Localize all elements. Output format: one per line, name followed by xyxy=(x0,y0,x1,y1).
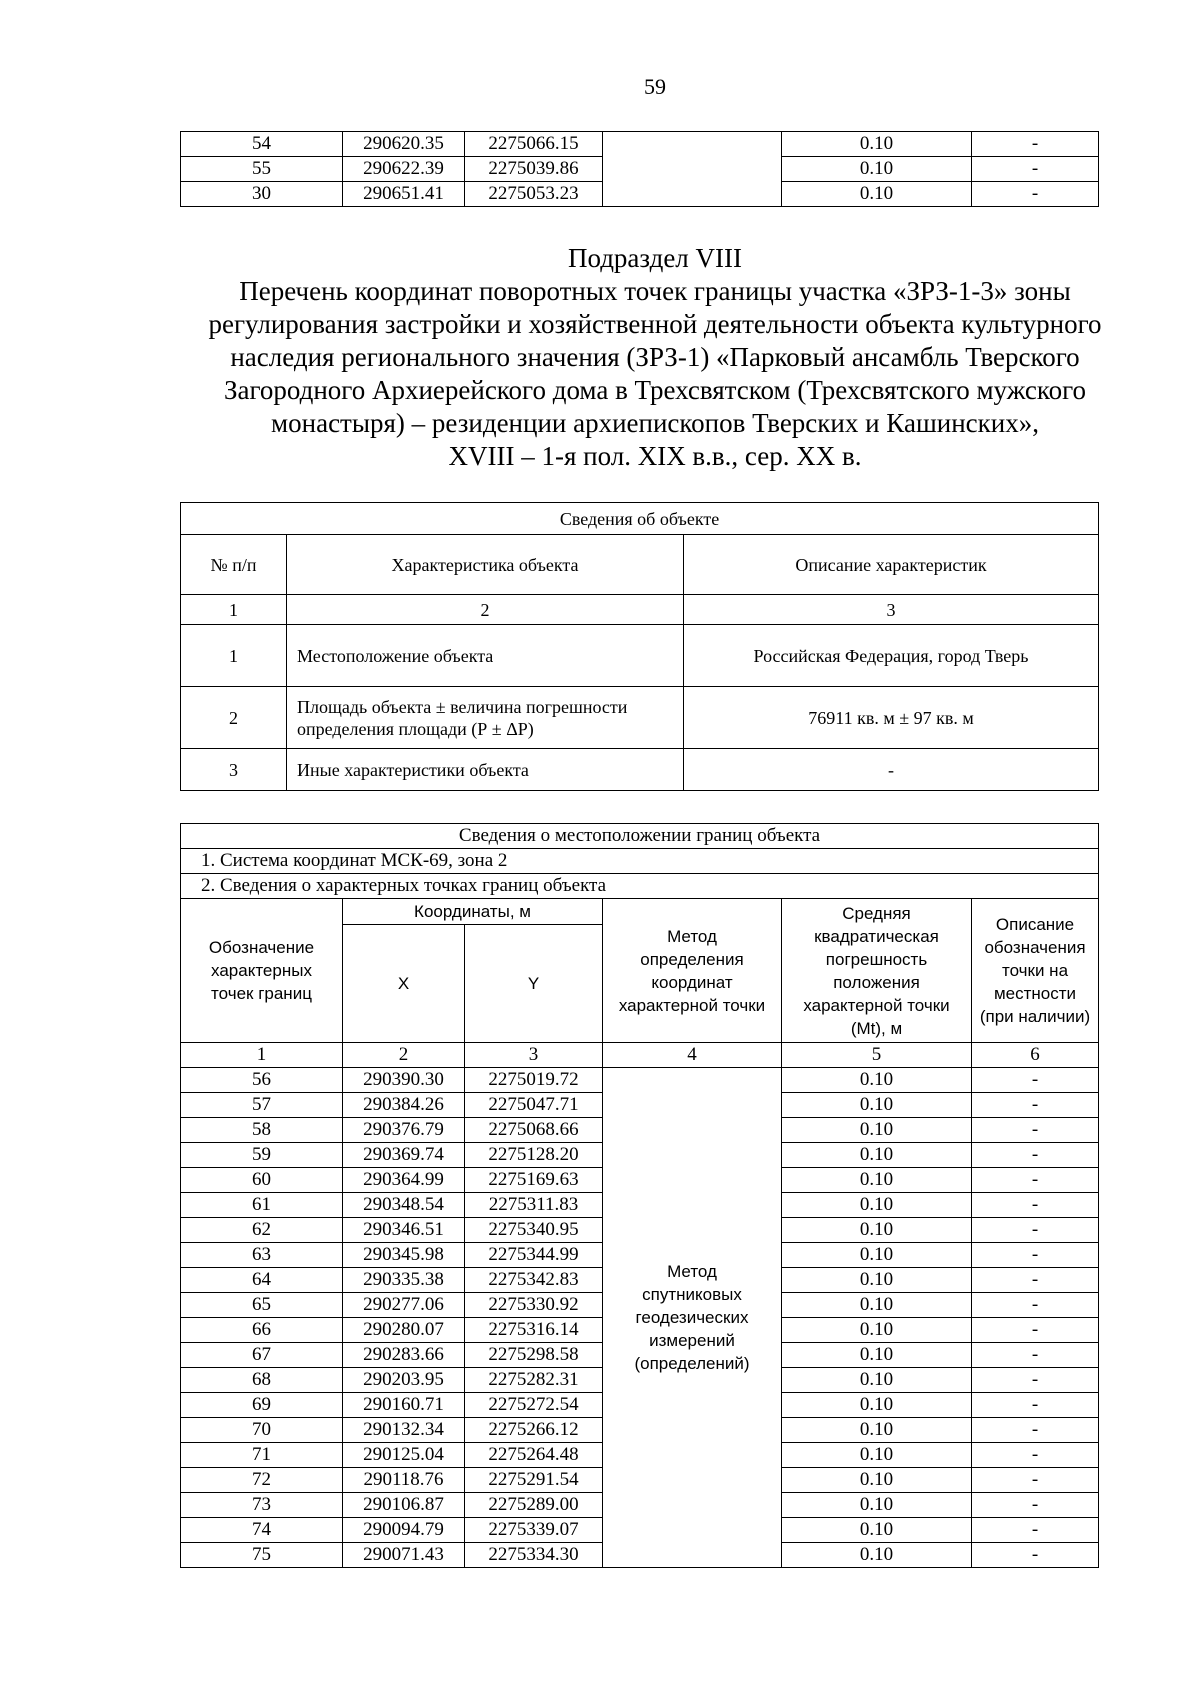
boundary-coordinates-table xyxy=(180,823,1099,1568)
coord-y: 2275047.71 xyxy=(465,1093,603,1118)
coord-y: 2275344.99 xyxy=(465,1243,603,1268)
mt-value: 0.10 xyxy=(782,1393,972,1418)
heading-line: наследия регионального значения (ЗРЗ-1) «Парковый ансамбль Тверского xyxy=(230,342,1080,372)
coord-y: 2275342.83 xyxy=(465,1268,603,1293)
point-number: 62 xyxy=(181,1218,343,1243)
coord-y: 2275334.30 xyxy=(465,1543,603,1568)
mt-value: 0.10 xyxy=(782,1443,972,1468)
column-header-mt xyxy=(782,899,972,1043)
coord-x: 290132.34 xyxy=(343,1418,465,1443)
coord-x: 290277.06 xyxy=(343,1293,465,1318)
continued-coordinates-table xyxy=(180,131,1099,207)
coord-y: 2275339.07 xyxy=(465,1518,603,1543)
row-number: 1 xyxy=(181,625,287,687)
coord-y: 2275316.14 xyxy=(465,1318,603,1343)
coord-x: 290160.71 xyxy=(343,1393,465,1418)
point-description: - xyxy=(972,1343,1099,1368)
column-header: Характеристика объекта xyxy=(287,535,684,595)
point-description: - xyxy=(972,1368,1099,1393)
section-row xyxy=(181,874,1099,899)
coord-x: 290369.74 xyxy=(343,1143,465,1168)
coord-x: 290376.79 xyxy=(343,1118,465,1143)
coord-x: 290125.04 xyxy=(343,1443,465,1468)
header-line: координат xyxy=(651,972,733,992)
coord-y: 2275053.23 xyxy=(465,182,603,207)
coord-x: 290620.35 xyxy=(343,132,465,157)
coord-y: 2275330.92 xyxy=(465,1293,603,1318)
header-line: Обозначение xyxy=(208,938,315,957)
coord-x: 290203.95 xyxy=(343,1368,465,1393)
mt-value: 0.10 xyxy=(782,1318,972,1343)
heading-line: регулирования застройки и хозяйственной деятельности объекта культурного xyxy=(208,309,1102,339)
coord-x: 290345.98 xyxy=(343,1243,465,1268)
table-row xyxy=(181,687,1099,749)
coord-y: 2275264.48 xyxy=(465,1443,603,1468)
mt-value: 0.10 xyxy=(782,1093,972,1118)
header-line: (при наличии) xyxy=(979,1007,1091,1026)
coord-y: 2275272.54 xyxy=(465,1393,603,1418)
column-index: 6 xyxy=(972,1043,1099,1068)
column-index: 2 xyxy=(287,595,684,625)
column-index: 3 xyxy=(465,1043,603,1068)
page-number: 59 xyxy=(644,74,666,99)
header-line: (Mt), м xyxy=(850,1018,903,1038)
point-description: - xyxy=(972,1468,1099,1493)
mt-value: 0.10 xyxy=(782,1493,972,1518)
point-number: 63 xyxy=(181,1243,343,1268)
point-description: - xyxy=(972,157,1099,182)
point-number: 61 xyxy=(181,1193,343,1218)
index-row xyxy=(181,1043,1099,1068)
characteristic-description: - xyxy=(684,749,1099,791)
coord-x: 290071.43 xyxy=(343,1543,465,1568)
point-number: 55 xyxy=(181,157,343,182)
mt-value: 0.10 xyxy=(782,1468,972,1493)
method-cell xyxy=(603,132,782,207)
column-index: 2 xyxy=(343,1043,465,1068)
point-description: - xyxy=(972,1243,1099,1268)
point-number: 60 xyxy=(181,1168,343,1193)
column-header: Описание характеристик xyxy=(684,535,1099,595)
subsection-title: Подраздел VIII xyxy=(567,243,743,273)
heading-line: монастыря) – резиденции архиепископов Тверских и Кашинских», xyxy=(271,408,1039,438)
point-description: - xyxy=(972,1218,1099,1243)
column-header-coordinates: Координаты, м xyxy=(343,899,603,925)
coord-x: 290283.66 xyxy=(343,1343,465,1368)
coord-x: 290280.07 xyxy=(343,1318,465,1343)
point-number: 68 xyxy=(181,1368,343,1393)
characteristic-description: Российская Федерация, город Тверь xyxy=(684,625,1099,687)
header-line: характерной точки xyxy=(618,995,766,1015)
method-line: геодезических xyxy=(635,1308,749,1327)
coord-x: 290118.76 xyxy=(343,1468,465,1493)
column-index: 3 xyxy=(684,595,1099,625)
point-number: 72 xyxy=(181,1468,343,1493)
point-number: 30 xyxy=(181,182,343,207)
point-number: 64 xyxy=(181,1268,343,1293)
index-row xyxy=(181,595,1099,625)
characteristic: Местоположение объекта xyxy=(287,625,684,687)
point-number: 57 xyxy=(181,1093,343,1118)
point-number: 65 xyxy=(181,1293,343,1318)
coord-x: 290622.39 xyxy=(343,157,465,182)
table-title: Сведения об объекте xyxy=(181,503,1099,535)
header-line: точек границ xyxy=(211,984,312,1003)
coord-y: 2275039.86 xyxy=(465,157,603,182)
point-description: - xyxy=(972,1068,1099,1093)
coord-x: 290094.79 xyxy=(343,1518,465,1543)
header-line: характерной точки xyxy=(803,995,950,1015)
point-description: - xyxy=(972,1268,1099,1293)
coord-x: 290651.41 xyxy=(343,182,465,207)
table-row xyxy=(181,132,1099,157)
header-line: Описание xyxy=(995,915,1075,934)
column-header-method xyxy=(603,899,782,1043)
row-number: 3 xyxy=(181,749,287,791)
point-description: - xyxy=(972,1193,1099,1218)
point-number: 66 xyxy=(181,1318,343,1343)
mt-value: 0.10 xyxy=(782,1293,972,1318)
table-title-row xyxy=(181,503,1099,535)
mt-value: 0.10 xyxy=(782,1193,972,1218)
mt-value: 0.10 xyxy=(782,157,972,182)
object-info-table xyxy=(180,502,1099,791)
section-caption: 2. Сведения о характерных точках границ объекта xyxy=(181,874,1099,899)
mt-value: 0.10 xyxy=(782,1143,972,1168)
mt-value: 0.10 xyxy=(782,1243,972,1268)
point-description: - xyxy=(972,1418,1099,1443)
column-header-point xyxy=(181,899,343,1043)
header-line: погрешность xyxy=(825,949,928,969)
column-index: 1 xyxy=(181,1043,343,1068)
point-number: 74 xyxy=(181,1518,343,1543)
column-header-x: X xyxy=(343,925,465,1043)
characteristic-line: определения площади (Р ± ΔР) xyxy=(297,718,534,739)
coord-y: 2275291.54 xyxy=(465,1468,603,1493)
point-description: - xyxy=(972,1543,1099,1568)
method-line: Метод xyxy=(667,1262,717,1281)
mt-value: 0.10 xyxy=(782,1118,972,1143)
mt-value: 0.10 xyxy=(782,1343,972,1368)
coord-y: 2275128.20 xyxy=(465,1143,603,1168)
point-description: - xyxy=(972,1318,1099,1343)
point-number: 58 xyxy=(181,1118,343,1143)
mt-value: 0.10 xyxy=(782,1068,972,1093)
column-index: 1 xyxy=(181,595,287,625)
table-title: Сведения о местоположении границ объекта xyxy=(181,824,1099,849)
header-line: характерных xyxy=(211,961,312,980)
table-row xyxy=(181,625,1099,687)
coord-y: 2275169.63 xyxy=(465,1168,603,1193)
column-index: 4 xyxy=(603,1043,782,1068)
mt-value: 0.10 xyxy=(782,1168,972,1193)
point-number: 56 xyxy=(181,1068,343,1093)
point-description: - xyxy=(972,182,1099,207)
table-row xyxy=(181,1068,1099,1093)
header-line: местности xyxy=(993,984,1077,1003)
method-line: спутниковых xyxy=(642,1285,742,1304)
mt-value: 0.10 xyxy=(782,1518,972,1543)
point-description: - xyxy=(972,132,1099,157)
point-description: - xyxy=(972,1293,1099,1318)
header-line: точки на xyxy=(1001,961,1069,980)
point-number: 71 xyxy=(181,1443,343,1468)
header-line: Метод xyxy=(667,926,717,946)
mt-value: 0.10 xyxy=(782,1543,972,1568)
coordinate-system: 1. Система координат МСК-69, зона 2 xyxy=(181,849,1099,874)
coord-y: 2275019.72 xyxy=(465,1068,603,1093)
point-number: 67 xyxy=(181,1343,343,1368)
table-header-row xyxy=(181,535,1099,595)
table-title-row xyxy=(181,824,1099,849)
heading-line: XVIII – 1-я пол. XIX в.в., сер. XX в. xyxy=(448,441,862,471)
coord-y: 2275289.00 xyxy=(465,1493,603,1518)
method-cell xyxy=(603,1068,782,1568)
coord-y: 2275340.95 xyxy=(465,1218,603,1243)
coord-y: 2275311.83 xyxy=(465,1193,603,1218)
mt-value: 0.10 xyxy=(782,1218,972,1243)
point-description: - xyxy=(972,1118,1099,1143)
coord-x: 290346.51 xyxy=(343,1218,465,1243)
point-description: - xyxy=(972,1518,1099,1543)
coord-x: 290384.26 xyxy=(343,1093,465,1118)
header-line: определения xyxy=(640,949,744,969)
row-number: 2 xyxy=(181,687,287,749)
mt-value: 0.10 xyxy=(782,132,972,157)
coord-y: 2275282.31 xyxy=(465,1368,603,1393)
column-header-y: Y xyxy=(465,925,603,1043)
point-number: 59 xyxy=(181,1143,343,1168)
mt-value: 0.10 xyxy=(782,1368,972,1393)
method-line: (определений) xyxy=(634,1354,750,1373)
point-number: 69 xyxy=(181,1393,343,1418)
header-line: квадратическая xyxy=(814,926,939,946)
point-description: - xyxy=(972,1093,1099,1118)
header-line: положения xyxy=(833,972,920,992)
mt-value: 0.10 xyxy=(782,182,972,207)
point-number: 75 xyxy=(181,1543,343,1568)
coordinate-system-row xyxy=(181,849,1099,874)
characteristic: Иные характеристики объекта xyxy=(287,749,684,791)
column-index: 5 xyxy=(782,1043,972,1068)
coord-x: 290390.30 xyxy=(343,1068,465,1093)
table-row xyxy=(181,749,1099,791)
method-line: измерений xyxy=(649,1331,735,1350)
coord-y: 2275298.58 xyxy=(465,1343,603,1368)
coord-y: 2275266.12 xyxy=(465,1418,603,1443)
column-header: № п/п xyxy=(181,535,287,595)
mt-value: 0.10 xyxy=(782,1418,972,1443)
coord-x: 290364.99 xyxy=(343,1168,465,1193)
subsection-heading xyxy=(150,242,1160,473)
coord-y: 2275066.15 xyxy=(465,132,603,157)
header-line: Средняя xyxy=(842,903,911,923)
characteristic xyxy=(287,687,684,749)
point-number: 70 xyxy=(181,1418,343,1443)
point-number: 54 xyxy=(181,132,343,157)
table-header-row xyxy=(181,899,1099,925)
characteristic-line: Площадь объекта ± величина погрешности xyxy=(297,696,628,717)
column-header-description xyxy=(972,899,1099,1043)
coord-x: 290106.87 xyxy=(343,1493,465,1518)
point-description: - xyxy=(972,1168,1099,1193)
point-description: - xyxy=(972,1493,1099,1518)
point-description: - xyxy=(972,1393,1099,1418)
heading-line: Загородного Архиерейского дома в Трехсвятском (Трехсвятского мужского xyxy=(223,375,1086,405)
point-number: 73 xyxy=(181,1493,343,1518)
header-line: обозначения xyxy=(984,938,1086,957)
coord-y: 2275068.66 xyxy=(465,1118,603,1143)
coord-x: 290348.54 xyxy=(343,1193,465,1218)
characteristic-description: 76911 кв. м ± 97 кв. м xyxy=(684,687,1099,749)
mt-value: 0.10 xyxy=(782,1268,972,1293)
coord-x: 290335.38 xyxy=(343,1268,465,1293)
point-description: - xyxy=(972,1443,1099,1468)
point-description: - xyxy=(972,1143,1099,1168)
heading-line: Перечень координат поворотных точек границы участка «ЗРЗ-1-3» зоны xyxy=(239,276,1071,306)
